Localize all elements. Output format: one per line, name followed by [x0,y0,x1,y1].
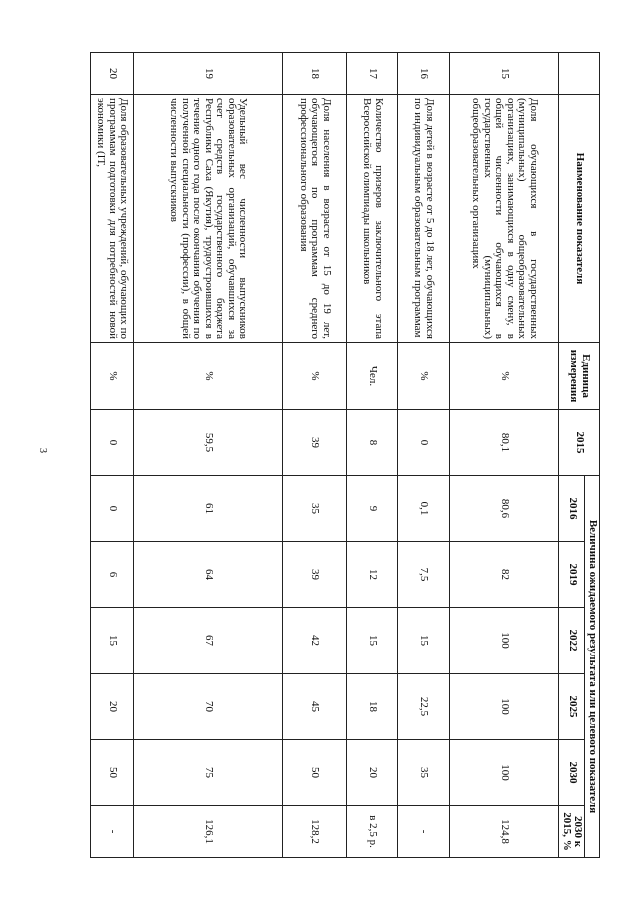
value-cell: 82 [449,542,559,608]
header-year-ratio: 2030 к 2015, % [559,806,585,858]
header-2015: 2015 [559,410,600,476]
table-row [91,53,134,858]
value-ratio: 124,8 [449,806,559,858]
header-year: 2030 [559,740,585,806]
value-cell: 80,6 [449,476,559,542]
header-year: 2025 [559,674,585,740]
indicator-name: Доля детей в возрасте от 5 до 18 лет, обучающихся по индивидуальным образовательным программам [398,95,449,343]
value-cell: 35 [283,476,347,542]
value-cell: 0 [91,476,134,542]
header-number [559,53,600,95]
value-cell: 45 [283,674,347,740]
value-cell: 50 [283,740,347,806]
indicators-table [90,52,600,858]
header-indicator: Наименование показателя [559,95,600,343]
value-cell: 12 [347,542,398,608]
row-number: 18 [283,53,347,95]
value-cell: 61 [133,476,282,542]
unit-cell: % [133,343,282,410]
header-unit: Единица измерения [559,343,600,410]
row-number: 15 [449,53,559,95]
value-cell: 20 [91,674,134,740]
value-cell: 35 [398,740,449,806]
page-number: 3 [37,448,48,453]
value-2015: 39 [283,410,347,476]
value-2015: 0 [91,410,134,476]
value-cell: 9 [347,476,398,542]
indicator-name: Доля обучающихся в государственных (муниципальных) общеобразовательных организациях, занимающихся в одну смену, в общей численности обучающихся в государственных (муниципальных) общеобразовательных организациях [449,95,559,343]
value-2015: 0 [398,410,449,476]
value-cell: 18 [347,674,398,740]
indicator-name: Количество призеров заключительного этапа Всероссийской олимпиады школьников [347,95,398,343]
header-year: 2016 [559,476,585,542]
value-cell: 0,1 [398,476,449,542]
value-ratio: - [91,806,134,858]
value-2015: 80,1 [449,410,559,476]
value-cell: 6 [91,542,134,608]
row-number: 17 [347,53,398,95]
indicator-name: Удельный вес численности выпускников образовательных организаций, обучавшихся за счет средств государственного бюджета Республики Саха (Якутия), трудоустроившихся в течение одного года после окончания обучения по полученной специальности (профессии), в общей численности выпускников [133,95,282,343]
indicator-name: Доля населения в возрасте от 15 до 19 лет, обучающегося по программам среднего профессионального образования [283,95,347,343]
value-cell: 64 [133,542,282,608]
value-cell: 7,5 [398,542,449,608]
value-cell: 42 [283,608,347,674]
unit-cell: % [283,343,347,410]
value-2015: 59,5 [133,410,282,476]
header-group: Величина ожидаемого результата или целевого показателя [585,476,600,858]
rotated-sheet [90,52,600,857]
header-year: 2022 [559,608,585,674]
unit-cell: % [91,343,134,410]
value-cell: 15 [91,608,134,674]
row-number: 16 [398,53,449,95]
value-cell: 15 [398,608,449,674]
unit-cell: Чел. [347,343,398,410]
header-row-top [585,53,600,858]
table-row [133,53,282,858]
value-cell: 100 [449,740,559,806]
value-cell: 70 [133,674,282,740]
value-cell: 39 [283,542,347,608]
value-ratio: 126,1 [133,806,282,858]
value-cell: 75 [133,740,282,806]
value-ratio: в 2,5 р. [347,806,398,858]
value-2015: 8 [347,410,398,476]
unit-cell: % [449,343,559,410]
table-row [347,53,398,858]
value-cell: 22,5 [398,674,449,740]
value-cell: 67 [133,608,282,674]
row-number: 20 [91,53,134,95]
header-year: 2019 [559,542,585,608]
value-ratio: - [398,806,449,858]
table-row [449,53,559,858]
value-cell: 20 [347,740,398,806]
table-container [90,52,600,857]
value-cell: 15 [347,608,398,674]
value-ratio: 128,2 [283,806,347,858]
indicator-name: Доля образовательных учреждений, обучающих по программам подготовки для потребностей новой экономики (IT, [91,95,134,343]
value-cell: 100 [449,608,559,674]
table-row [283,53,347,858]
value-cell: 100 [449,674,559,740]
unit-cell: % [398,343,449,410]
row-number: 19 [133,53,282,95]
table-row [398,53,449,858]
value-cell: 50 [91,740,134,806]
